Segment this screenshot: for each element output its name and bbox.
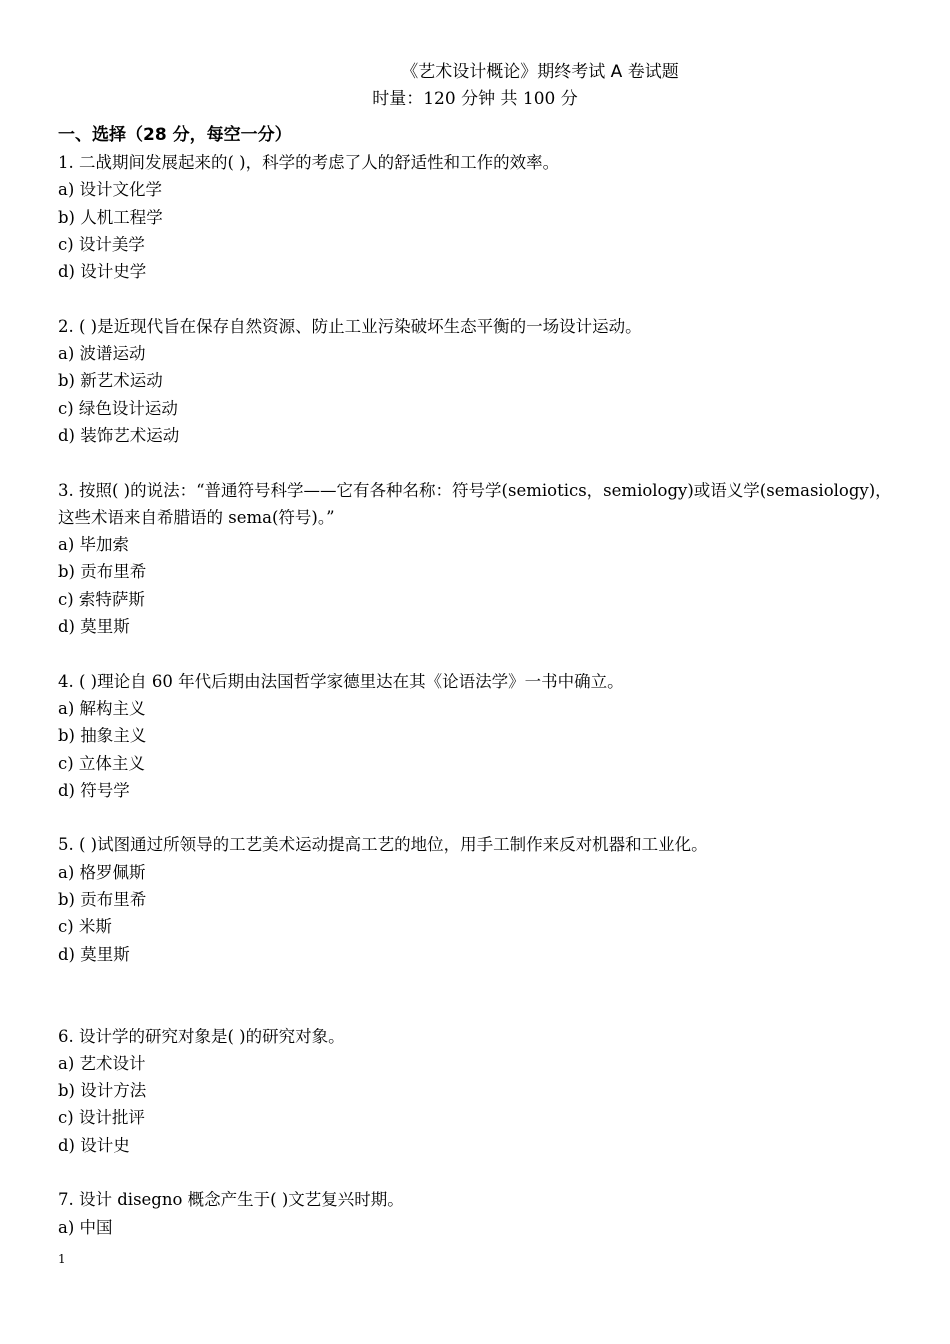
option-d: d) 装饰艺术运动 <box>58 425 180 445</box>
option-b: b) 设计方法 <box>58 1081 147 1101</box>
option-d: d) 莫里斯 <box>58 617 130 637</box>
option-c: c) 索特萨斯 <box>58 589 145 609</box>
spacer <box>58 968 898 1023</box>
question-4 <box>58 668 898 804</box>
option-a: a) 解构主义 <box>58 698 146 718</box>
option-b: b) 贡布里希 <box>58 562 147 582</box>
option-c: c) 绿色设计运动 <box>58 398 178 418</box>
option-c: c) 立体主义 <box>58 753 145 773</box>
option-a: a) 毕加索 <box>58 535 130 555</box>
spacer <box>58 449 898 476</box>
option-d: d) 莫里斯 <box>58 944 130 964</box>
page-number: 1 <box>58 1252 66 1266</box>
exam-title: 《艺术设计概论》期终考试 A 卷试题 <box>401 62 679 82</box>
question-3 <box>58 477 898 641</box>
option-b: b) 贡布里希 <box>58 890 147 910</box>
exam-duration-score: 时量：120 分钟 共 100 分 <box>372 89 578 109</box>
option-d: d) 符号学 <box>58 780 130 800</box>
question-7 <box>58 1186 898 1241</box>
option-d: d) 设计史 <box>58 1135 130 1155</box>
section-heading: 一、选择（28 分，每空一分） <box>58 125 292 145</box>
option-b: b) 抽象主义 <box>58 726 147 746</box>
option-a: a) 艺术设计 <box>58 1053 146 1073</box>
spacer <box>58 285 898 312</box>
question-text: 4. ( )理论自 60 年代后期由法国哲学家德里达在其《论语法学》一书中确立。 <box>58 671 624 691</box>
option-b: b) 人机工程学 <box>58 207 163 227</box>
option-a: a) 中国 <box>58 1217 113 1237</box>
question-2 <box>58 313 898 449</box>
spacer <box>58 640 898 667</box>
question-text: 3. 按照( )的说法：“普通符号科学——它有各种名称：符号学(semiotics，semiology)或语义学(semasiology)，这些术语来自希腊语的 sema(符号)。” <box>58 480 892 527</box>
option-d: d) 设计史学 <box>58 262 147 282</box>
option-c: c) 设计批评 <box>58 1108 145 1128</box>
option-a: a) 设计文化学 <box>58 180 163 200</box>
spacer <box>58 804 898 831</box>
question-1 <box>58 149 898 285</box>
option-c: c) 米斯 <box>58 917 112 937</box>
question-text: 5. ( )试图通过所领导的工艺美术运动提高工艺的地位，用手工制作来反对机器和工业化。 <box>58 835 708 855</box>
option-a: a) 格罗佩斯 <box>58 862 146 882</box>
option-a: a) 波谱运动 <box>58 344 146 364</box>
question-text: 7. 设计 disegno 概念产生于( )文艺复兴时期。 <box>58 1190 404 1210</box>
question-text: 1. 二战期间发展起来的( )，科学的考虑了人的舒适性和工作的效率。 <box>58 153 560 172</box>
question-5 <box>58 831 898 967</box>
question-6 <box>58 1023 898 1159</box>
option-b: b) 新艺术运动 <box>58 371 163 391</box>
spacer <box>58 1159 898 1186</box>
question-text: 2. ( )是近现代旨在保存自然资源、防止工业污染破坏生态平衡的一场设计运动。 <box>58 316 642 336</box>
question-text: 6. 设计学的研究对象是( )的研究对象。 <box>58 1026 345 1046</box>
option-c: c) 设计美学 <box>58 234 145 254</box>
exam-content <box>58 122 898 1241</box>
